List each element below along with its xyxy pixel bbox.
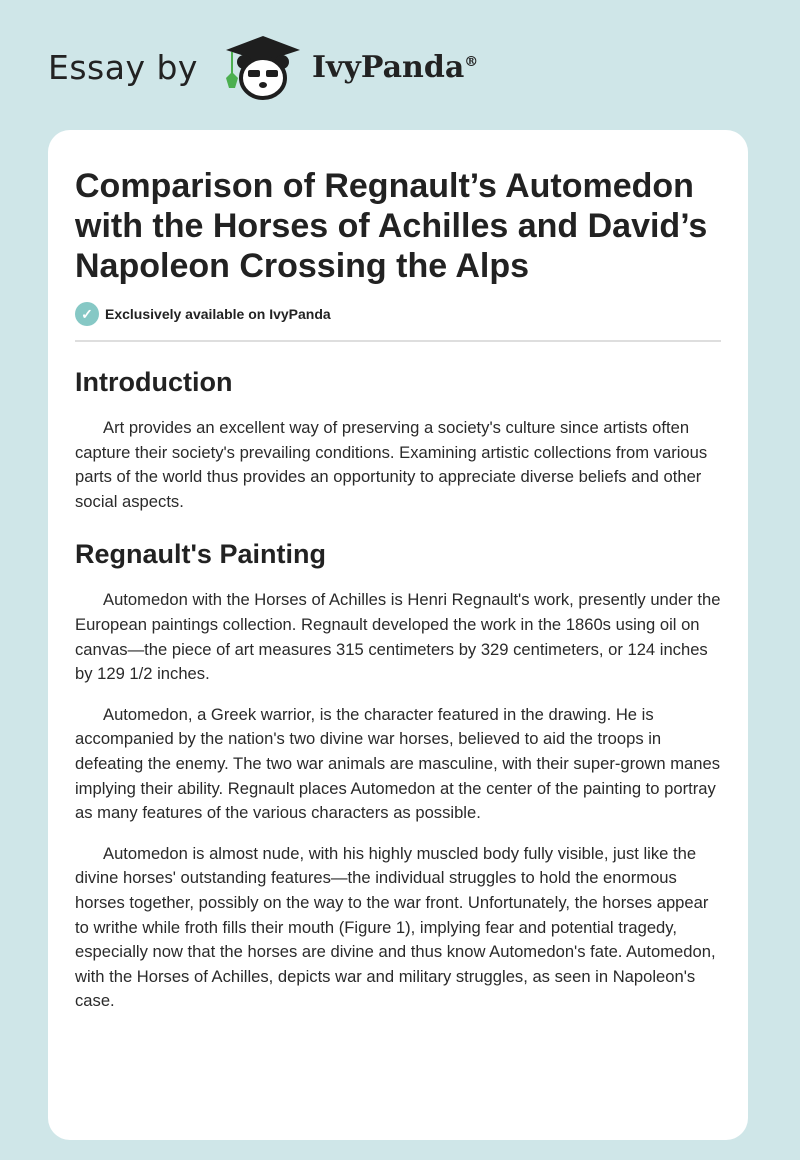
panda-logo-icon[interactable] [218,32,308,102]
site-header [48,32,478,102]
paragraph: Automedon is almost nude, with his highly muscled body fully visible, just like the divine horses' outstanding features—the individual struggles to hold the enormous horses together, possibly on the way to the war front. Unfortunately, the horses appear to writhe while froth fills their mouth (Figure 1), implying fear and potential tragedy, especially now that the horses are divine and thus know Automedon's fate. Automedon, with the Horses of Achilles, depicts war and military struggles, as seen in Napoleon's case. [75,843,716,1011]
section-heading: Regnault's Painting [75,539,326,570]
essay-by-label: Essay by [48,47,198,87]
badge-text: Exclusively available on IvyPanda [105,306,331,322]
essay-card [48,130,748,1140]
brand-text: IvyPanda [311,49,465,85]
brand-name[interactable] [312,50,478,85]
paragraph: Art provides an excellent way of preserving a society's culture since artists often capture their society's prevailing conditions. Examining artistic collections from various parts of the world thus provides an opportunity to appreciate diverse beliefs and other social aspects. [75,418,708,511]
paragraph: Automedon with the Horses of Achilles is Henri Regnault's work, presently under the European paintings collection. Regnault developed the work in the 1860s using oil on canvas—the piece of art measures 315 centimeters by 329 centimeters, or 124 inches by 129 1/2 inches. [75,590,721,684]
paragraph: Automedon, a Greek warrior, is the character featured in the drawing. He is accompanied by the nation's two divine war horses, believed to aid the troops in defeating the enemy. The two war animals are masculine, with their super-grown manes implying their ability. Regnault places Automedon at the center of the painting to portray as many features of the various characters as possible. [75,704,721,823]
page-title: Comparison of Regnault’s Automedon with the Horses of Achilles and David’s Napoleon Crossing the Alps [75,167,708,285]
exclusive-badge [75,302,721,326]
registered-mark: ® [464,53,479,70]
section-heading: Introduction [75,367,233,397]
check-icon: ✓ [75,302,99,326]
divider [75,340,721,342]
